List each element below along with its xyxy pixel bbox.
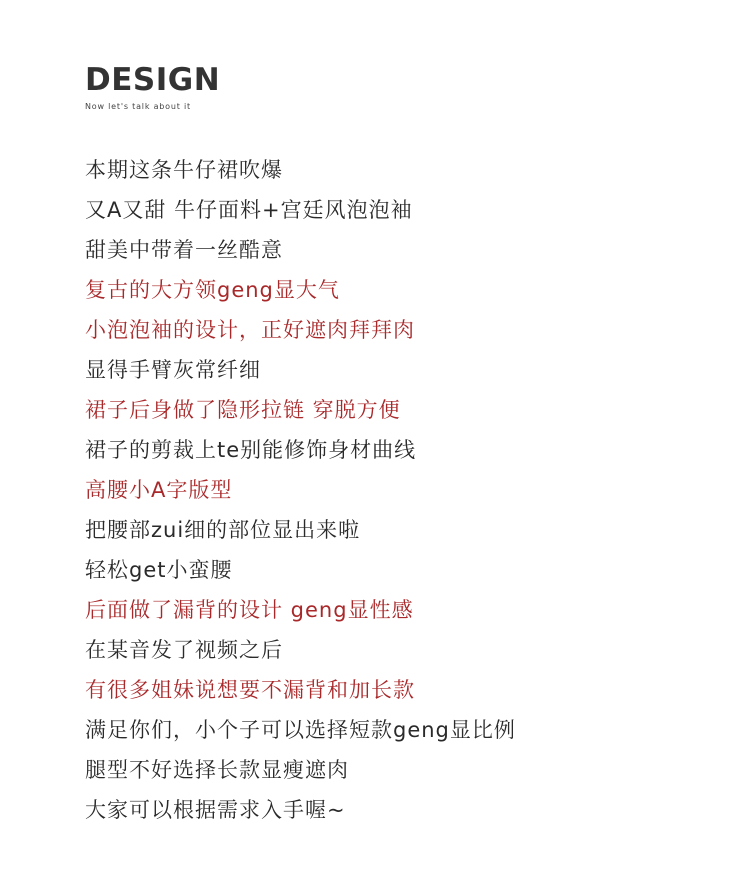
text-line: 满足你们，小个子可以选择短款geng显比例 xyxy=(85,718,516,742)
text-line: 又A又甜 牛仔面料+宫廷风泡泡袖 xyxy=(85,198,413,222)
text-line: 复古的大方领geng显大气 xyxy=(85,278,340,302)
text-line: 在某音发了视频之后 xyxy=(85,638,283,662)
page-title: DESIGN xyxy=(85,62,221,98)
text-line: 裙子的剪裁上te别能修饰身材曲线 xyxy=(85,438,417,462)
text-line: 甜美中带着一丝酷意 xyxy=(85,238,283,262)
text-line: 裙子后身做了隐形拉链 穿脱方便 xyxy=(85,398,401,422)
description-text xyxy=(85,150,725,830)
text-line: 轻松get小蛮腰 xyxy=(85,558,233,582)
text-line: 腿型不好选择长款显瘦遮肉 xyxy=(85,758,349,782)
text-line: 高腰小A字版型 xyxy=(85,478,233,502)
text-line: 大家可以根据需求入手喔~ xyxy=(85,798,346,822)
text-line: 本期这条牛仔裙吹爆 xyxy=(85,158,283,182)
text-line: 把腰部zui细的部位显出来啦 xyxy=(85,518,361,542)
text-line: 显得手臂灰常纤细 xyxy=(85,358,261,382)
page-subtitle: Now let's talk about it xyxy=(85,102,191,111)
header xyxy=(85,62,220,112)
text-line: 有很多姐妹说想要不漏背和加长款 xyxy=(85,678,415,702)
text-line: 小泡泡袖的设计，正好遮肉拜拜肉 xyxy=(85,318,415,342)
text-line: 后面做了漏背的设计 geng显性感 xyxy=(85,598,414,622)
